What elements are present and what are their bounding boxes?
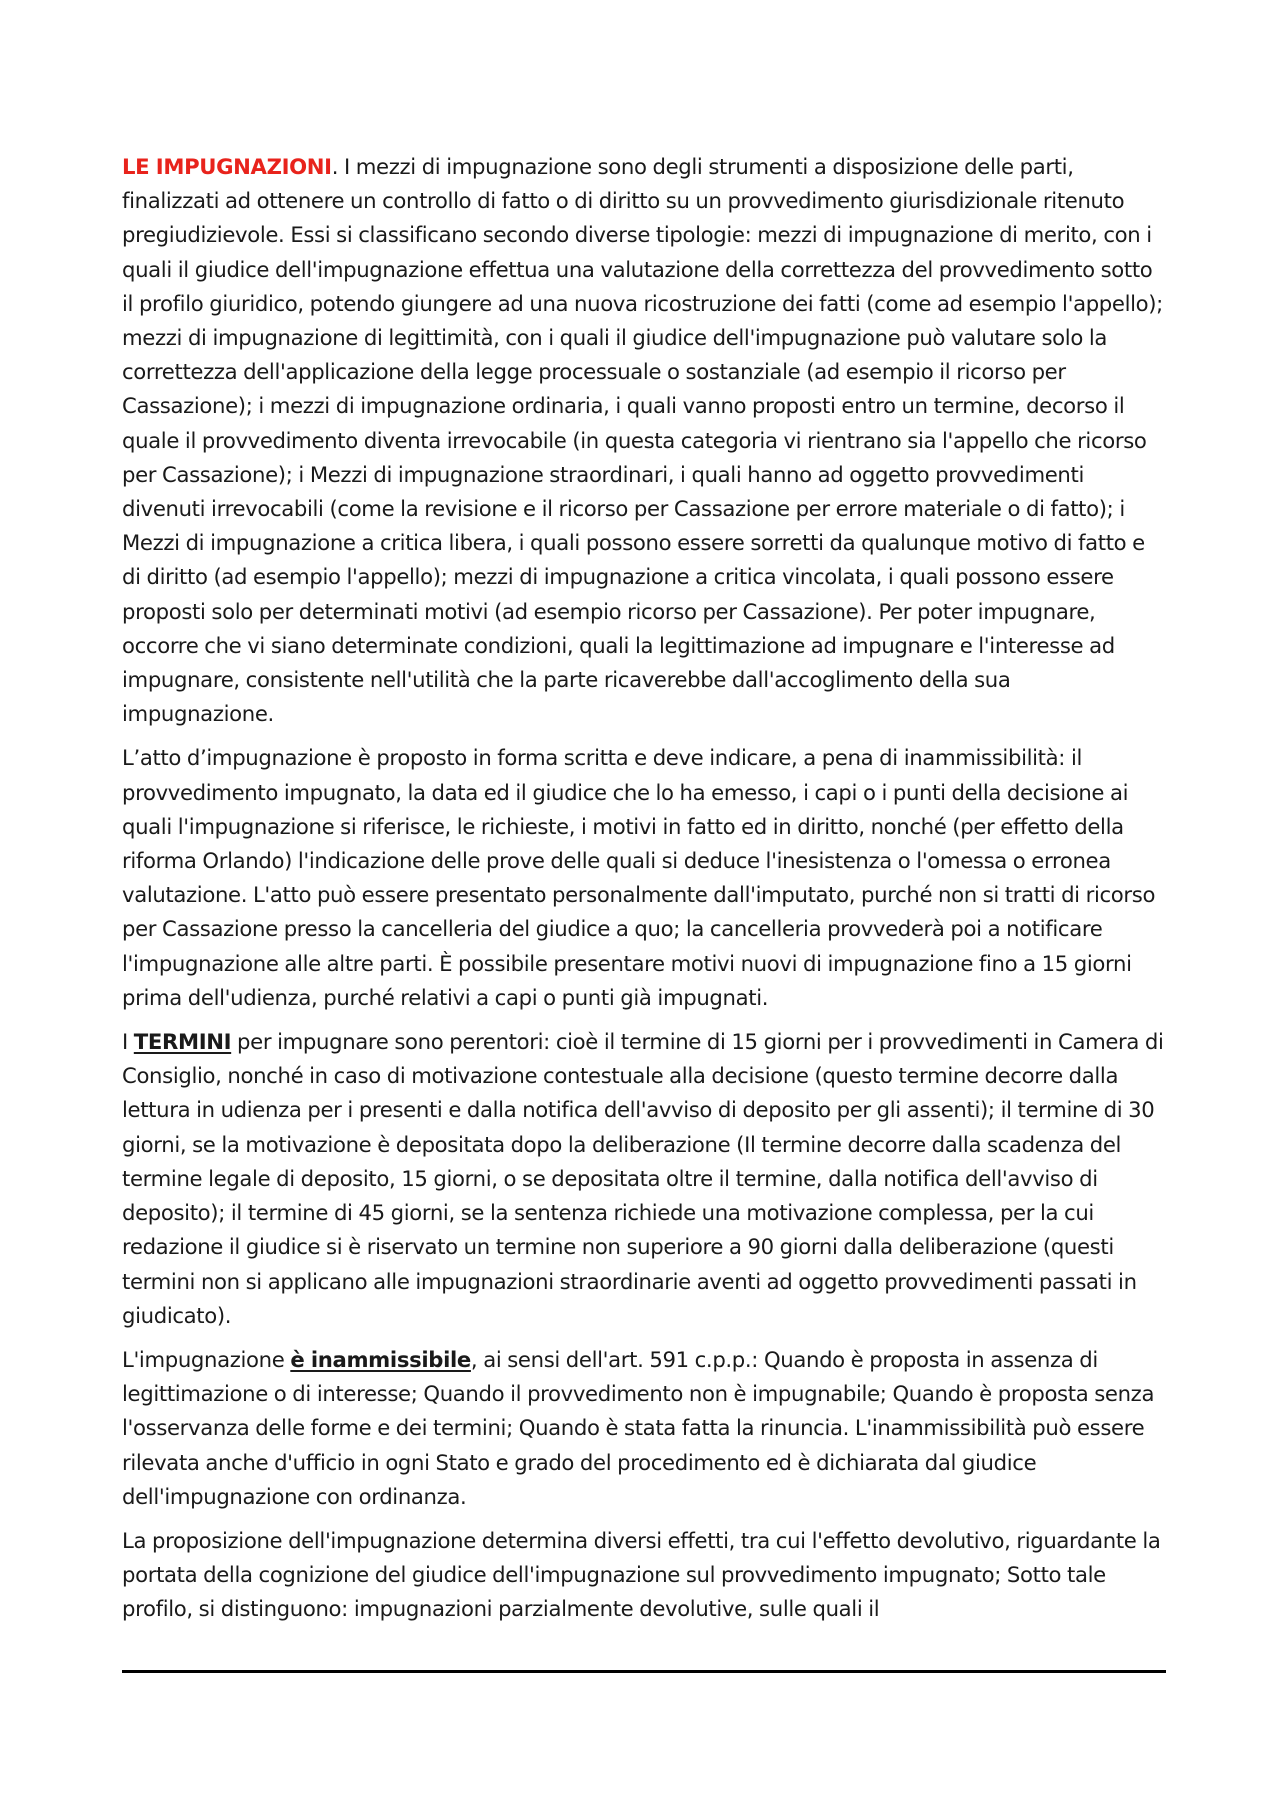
paragraph-text: . I mezzi di impugnazione sono degli strumenti a disposizione delle parti, finalizzati ad ottenere un controllo di fatto o di diritto su un provvedimento giurisdizionale ritenuto pregiudizievole. Essi si classificano secondo diverse tipologie: mezzi di impugnazione di merito, con i quali il giudice dell'impugnazione effettua una valutazione della correttezza del provvedimento sotto il profilo giuridico, potendo giungere ad una nuova ricostruzione dei fatti (come ad esempio l'appello); mezzi di impugnazione di legittimità, con i quali il giudice dell'impugnazione può valutare solo la correttezza dell'applicazione della legge processuale o sostanziale (ad esempio il ricorso per Cassazione); i mezzi di impugnazione ordinaria, i quali vanno proposti entro un termine, decorso il quale il provvedimento diventa irrevocabile (in questa categoria vi rientrano sia l'appello che ricorso per Cassazione); i Mezzi di impugnazione straordinari, i quali hanno ad oggetto provvedimenti divenuti irrevocabili (come la revisione e il ricorso per Cassazione per errore materiale o di fatto); i Mezzi di impugnazione a critica libera, i quali possono essere sorretti da qualunque motivo di fatto e di diritto (ad esempio l'appello); mezzi di impugnazione a critica vincolata, i quali possono essere proposti solo per determinati motivi (ad esempio ricorso per Cassazione). Per poter impugnare, occorre che vi siano determinate condizioni, quali la legittimazione ad impugnare e l'interesse ad impugnare, consistente nell'utilità che la parte ricaverebbe dall'accoglimento della sua impugnazione. xyxy=(122,154,1163,727)
paragraph-text: , ai sensi dell'art. 591 c.p.p.: Quando è proposta in assenza di legittimazione o di interesse; Quando il provvedimento non è impugnabile; Quando è proposta senza l'osservanza delle forme e dei termini; Quando è stata fatta la rinuncia. L'inammissibilità può essere rilevata anche d'ufficio in ogni Stato e grado del procedimento ed è dichiarata dal giudice dell'impugnazione con ordinanza. xyxy=(122,1346,1155,1509)
document-body xyxy=(122,150,1166,1637)
paragraph-impugnazioni xyxy=(122,150,1166,731)
paragraph-text: per impugnare sono perentori: cioè il termine di 15 giorni per i provvedimenti in Camera di Consiglio, nonché in caso di motivazione contestuale alla decisione (questo termine decorre dalla lettura in udienza per i presenti e dalla notifica dell'avviso di deposito per gli assenti); il termine di 30 giorni, se la motivazione è depositata dopo la deliberazione (Il termine decorre dalla scadenza del termine legale di deposito, 15 giorni, o se depositata oltre il termine, dalla notifica dell'avviso di deposito); il termine di 45 giorni, se la sentenza richiede una motivazione complessa, per la cui redazione il giudice si è riservato un termine non superiore a 90 giorni dalla deliberazione (questi termini non si applicano alle impugnazioni straordinarie aventi ad oggetto provvedimenti passati in giudicato). xyxy=(122,1029,1164,1328)
page-bottom-rule xyxy=(122,1670,1166,1673)
emphasis-inammissibile: è inammissibile xyxy=(290,1346,471,1372)
paragraph-text: L’atto d’impugnazione è proposto in forma scritta e deve indicare, a pena di inammissibilità: il provvedimento impugnato, la data ed il giudice che lo ha emesso, i capi o i punti della decisione ai quali l'impugnazione si riferisce, le richieste, i motivi in fatto ed in diritto, nonché (per effetto della riforma Orlando) l'indicazione delle prove delle quali si deduce l'inesistenza o l'omessa o erronea valutazione. L'atto può essere presentato personalmente dall'imputato, purché non si tratti di ricorso per Cassazione presso la cancelleria del giudice a quo; la cancelleria provvederà poi a notificare l'impugnazione alle altre parti. È possibile presentare motivi nuovi di impugnazione fino a 15 giorni prima dell'udienza, purché relativi a capi o punti già impugnati. xyxy=(122,745,1156,1010)
paragraph-text: La proposizione dell'impugnazione determina diversi effetti, tra cui l'effetto devolutivo, riguardante la portata della cognizione del giudice dell'impugnazione sul provvedimento impugnato; Sotto tale profilo, si distinguono: impugnazioni parzialmente devolutive, sulle quali il xyxy=(122,1527,1161,1622)
paragraph-effetti xyxy=(122,1524,1166,1627)
section-heading-impugnazioni: LE IMPUGNAZIONI xyxy=(122,154,332,179)
emphasis-termini: TERMINI xyxy=(133,1029,232,1055)
paragraph-inammissibilita xyxy=(122,1343,1166,1514)
paragraph-termini xyxy=(122,1025,1166,1333)
paragraph-atto-impugnazione xyxy=(122,741,1166,1015)
paragraph-prefix: L'impugnazione xyxy=(122,1346,291,1372)
paragraph-prefix: I xyxy=(122,1029,134,1055)
